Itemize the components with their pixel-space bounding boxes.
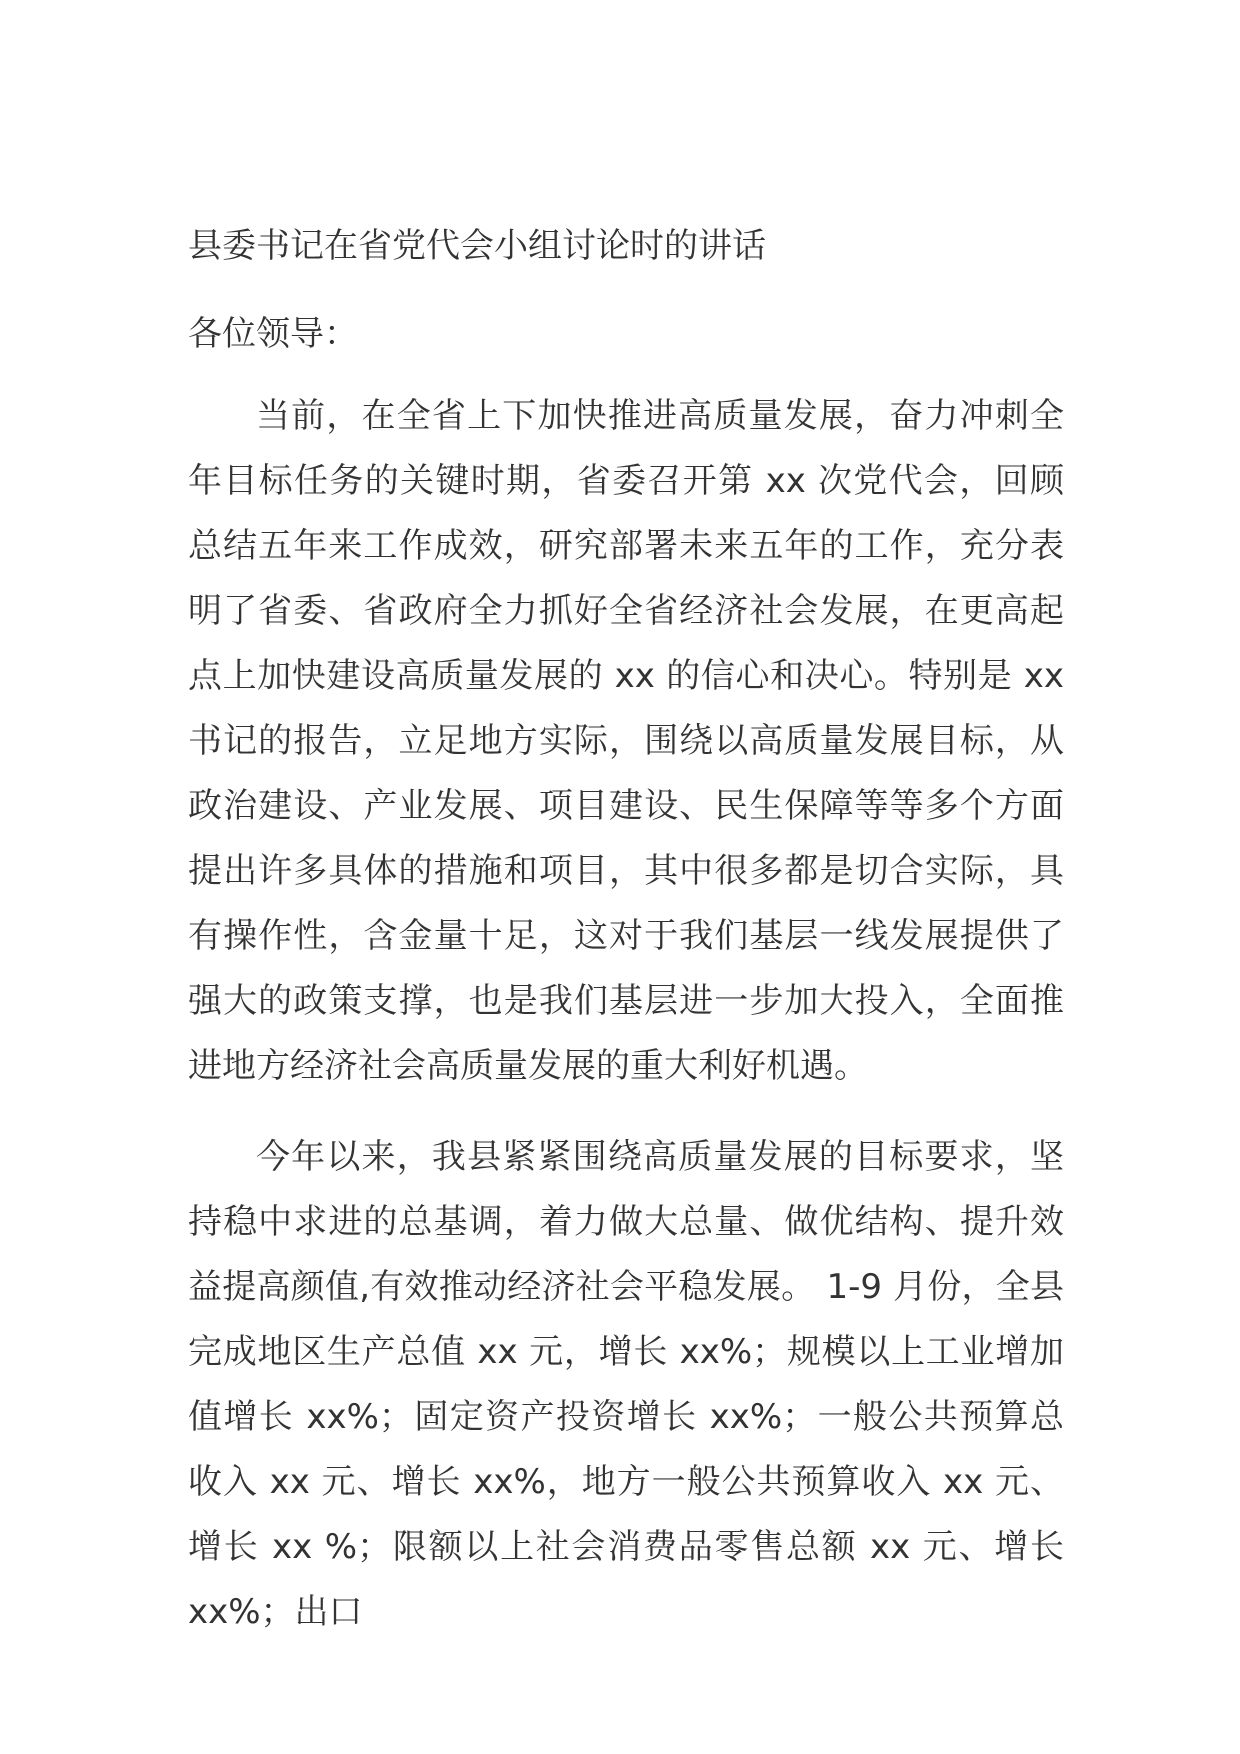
salutation: 各位领导： bbox=[188, 314, 358, 354]
document-title: 县委书记在省党代会小组讨论时的讲话 bbox=[188, 226, 766, 266]
body-paragraph: 今年以来，我县紧紧围绕高质量发展的目标要求，坚持稳中求进的总基调，着力做大总量、做优结构、提升效益提高颜值,有效推动经济社会平稳发展。 1-9 月份，全县完成地区生产总值 xx 元，增长 xx%；规模以上工业增加值增长 xx%；固定资产投资增长 xx%；一般公共预算总收入 xx 元、增长 xx%，地方一般公共预算收入 xx 元、增长 xx %；限额以上社会消费品零售总额 xx 元、增长 xx%；出口 bbox=[188, 1137, 1064, 1632]
body-paragraph: 当前，在全省上下加快推进高质量发展，奋力冲刺全年目标任务的关键时期，省委召开第 xx 次党代会，回顾总结五年来工作成效，研究部署未来五年的工作，充分表明了省委、省政府全力抓好全省经济社会发展，在更高起点上加快建设高质量发展的 xx 的信心和决心。特别是 xx 书记的报告，立足地方实际，围绕以高质量发展目标，从政治建设、产业发展、项目建设、民生保障等等多个方面提出许多具体的措施和项目，其中很多都是切合实际，具有操作性，含金量十足，这对于我们基层一线发展提供了强大的政策支撑，也是我们基层进一步加大投入，全面推进地方经济社会高质量发展的重大利好机遇。 bbox=[188, 396, 1064, 1086]
document-page bbox=[188, 218, 1064, 1671]
